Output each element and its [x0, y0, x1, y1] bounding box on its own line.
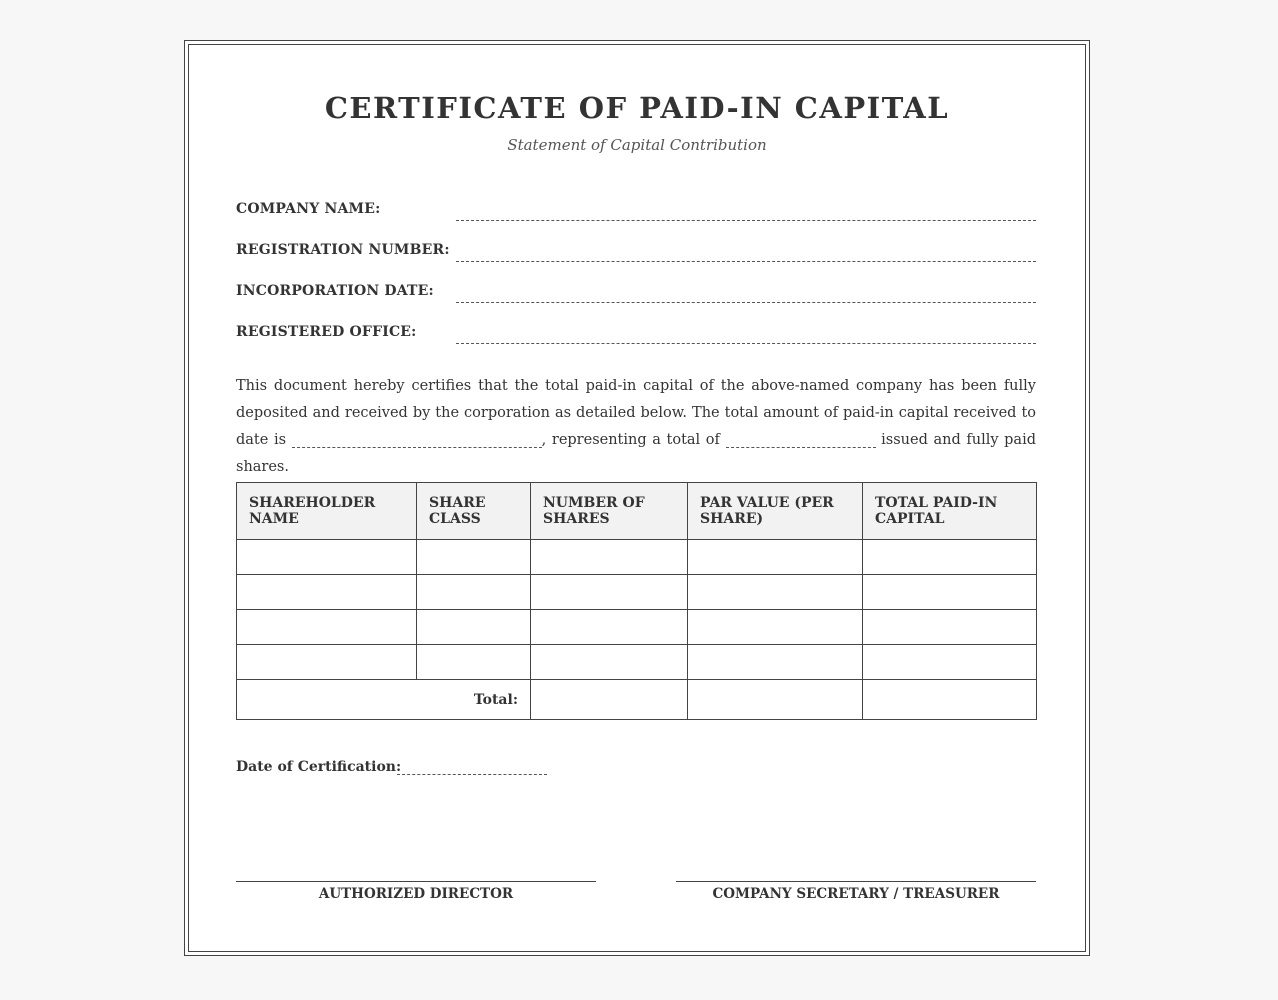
header-shareholder-name: SHAREHOLDER NAME	[237, 483, 417, 540]
table-cell[interactable]	[417, 575, 531, 610]
table-cell[interactable]	[237, 540, 417, 575]
table-total-row	[237, 680, 1037, 720]
header-total-paid-in-capital: TOTAL PAID-IN CAPITAL	[863, 483, 1037, 540]
certification-date-label: Date of Certification:	[236, 759, 402, 775]
header-par-value: PAR VALUE (PER SHARE)	[688, 483, 863, 540]
table-cell[interactable]	[237, 610, 417, 645]
table-cell[interactable]	[863, 645, 1037, 680]
table-cell[interactable]	[688, 610, 863, 645]
total-par-value-cell[interactable]	[688, 680, 863, 720]
table-cell[interactable]	[863, 540, 1037, 575]
incorporation-date-line[interactable]	[456, 302, 1036, 303]
registered-office-field	[236, 320, 1036, 344]
table-cell[interactable]	[688, 645, 863, 680]
table-cell[interactable]	[688, 575, 863, 610]
company-name-label: COMPANY NAME:	[236, 201, 381, 217]
paragraph-mid: , representing a total of	[541, 432, 720, 448]
total-capital-cell[interactable]	[863, 680, 1037, 720]
table-cell[interactable]	[531, 540, 688, 575]
table-cell[interactable]	[531, 575, 688, 610]
table-cell[interactable]	[688, 540, 863, 575]
table-cell[interactable]	[863, 610, 1037, 645]
company-name-field	[236, 197, 1036, 221]
total-label: Total:	[237, 680, 531, 720]
certification-date-line[interactable]	[397, 774, 547, 775]
registration-number-field	[236, 238, 1036, 262]
table-row	[237, 575, 1037, 610]
table-cell[interactable]	[237, 575, 417, 610]
table-row	[237, 645, 1037, 680]
header-share-class: SHARE CLASS	[417, 483, 531, 540]
registration-number-label: REGISTRATION NUMBER:	[236, 242, 450, 258]
certification-paragraph	[236, 373, 1036, 481]
total-shares-cell[interactable]	[531, 680, 688, 720]
document-title: CERTIFICATE OF PAID-IN CAPITAL	[324, 91, 950, 125]
company-name-line[interactable]	[456, 220, 1036, 221]
certificate-page	[184, 40, 1090, 956]
table-cell[interactable]	[417, 540, 531, 575]
signature-authorized-director[interactable]: AUTHORIZED DIRECTOR	[236, 881, 596, 902]
table-row	[237, 540, 1037, 575]
table-cell[interactable]	[417, 610, 531, 645]
table-cell[interactable]	[863, 575, 1037, 610]
table-cell[interactable]	[531, 610, 688, 645]
table-header-row	[237, 483, 1037, 540]
registration-number-line[interactable]	[456, 261, 1036, 262]
table-cell[interactable]	[237, 645, 417, 680]
shareholder-table	[236, 482, 1037, 720]
total-shares-blank[interactable]	[726, 433, 876, 448]
paragraph-end: issued and fully paid shares.	[236, 432, 1036, 475]
signature-company-secretary[interactable]: COMPANY SECRETARY / TREASURER	[676, 881, 1036, 902]
table-cell[interactable]	[417, 645, 531, 680]
total-amount-blank[interactable]	[292, 433, 542, 448]
header-number-of-shares: NUMBER OF SHARES	[531, 483, 688, 540]
table-cell[interactable]	[531, 645, 688, 680]
paragraph-text: This document hereby certifies that the total paid-in capital of the above-named company has been fully deposited and received by the corporation as detailed below. The total amount of paid-in capital received to date is	[236, 378, 1036, 448]
incorporation-date-field	[236, 279, 1036, 303]
document-subtitle: Statement of Capital Contribution	[507, 136, 767, 154]
table-row	[237, 610, 1037, 645]
incorporation-date-label: INCORPORATION DATE:	[236, 283, 434, 299]
certification-date-field	[236, 757, 556, 781]
registered-office-label: REGISTERED OFFICE:	[236, 324, 417, 340]
registered-office-line[interactable]	[456, 343, 1036, 344]
